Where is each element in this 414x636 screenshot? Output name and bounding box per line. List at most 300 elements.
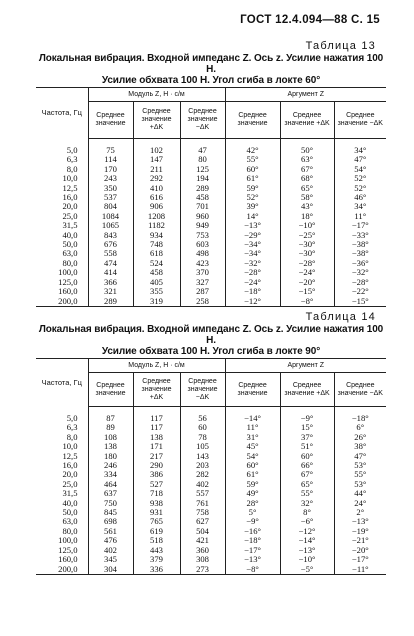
table-row: [36, 165, 386, 174]
frequency-cell: 16,0: [62, 460, 78, 471]
frequency-cell: 50,0: [62, 507, 78, 518]
argument-mean-cell: −18°: [225, 536, 280, 545]
modulus-mean-cell: 170: [88, 165, 133, 174]
table-row: [36, 174, 386, 183]
frequency-cell: 200,0: [36, 297, 88, 307]
argument-plus-cell: 43°: [280, 202, 334, 211]
table-row: [36, 536, 386, 545]
table-13: [36, 87, 386, 307]
argument-minus-cell: −11°: [334, 565, 386, 575]
table-row: [36, 240, 386, 249]
modulus-mean-cell: 289: [88, 297, 133, 307]
argument-minus-cell: −33°: [334, 231, 386, 240]
modulus-plus-cell: 765: [133, 517, 180, 526]
argument-mean-cell: −34°: [225, 240, 280, 249]
argument-mean-cell: 60°: [225, 461, 280, 470]
argument-minus-cell: −17°: [334, 555, 386, 564]
frequency-cell: 160,0: [58, 286, 78, 297]
modulus-plus-cell: 386: [133, 470, 180, 479]
modulus-minus-cell: 370: [180, 268, 225, 277]
modulus-plus-cell: 336: [133, 565, 180, 575]
modulus-mean-cell: 414: [88, 268, 133, 277]
modulus-plus-cell: 290: [133, 461, 180, 470]
table-row: [36, 555, 386, 564]
argument-mean-cell: −18°: [225, 287, 280, 296]
modulus-plus-cell: 217: [133, 452, 180, 461]
modulus-plus-cell: 171: [133, 442, 180, 451]
modulus-plus-cell: 619: [133, 527, 180, 536]
modulus-plus-cell: 718: [133, 489, 180, 498]
argument-mean-cell: 31°: [225, 433, 280, 442]
frequency-cell: 20,0: [62, 469, 78, 480]
frequency-cell: 12,5: [62, 450, 78, 461]
table-row: [36, 433, 386, 442]
argument-group-header: Аргумент Z: [225, 88, 386, 102]
modulus-minus-cell: 701: [180, 202, 225, 211]
argument-minus-cell: −15°: [334, 297, 386, 307]
argument-plus-cell: −28°: [280, 259, 334, 268]
argument-mean-cell: 55°: [225, 155, 280, 164]
argument-plus-cell: −6°: [280, 517, 334, 526]
modulus-mean-cell: 561: [88, 527, 133, 536]
argument-plus-cell: −10°: [280, 221, 334, 230]
table-14: [36, 358, 386, 575]
argument-mean-cell: −28°: [225, 268, 280, 277]
modulus-mean-cell: 334: [88, 470, 133, 479]
argument-plus-cell: −10°: [280, 555, 334, 564]
table-row: [36, 259, 386, 268]
argument-plus-cell: 65°: [280, 184, 334, 193]
frequency-cell: 160,0: [58, 554, 78, 565]
modulus-plus-cell: 379: [133, 555, 180, 564]
argument-mean-cell: 60°: [225, 165, 280, 174]
argument-plus-header: Среднее значение +ΔK: [280, 373, 334, 407]
argument-minus-cell: 38°: [334, 442, 386, 451]
argument-plus-cell: 58°: [280, 193, 334, 202]
modulus-plus-cell: 211: [133, 165, 180, 174]
argument-minus-cell: 44°: [334, 489, 386, 498]
modulus-plus-cell: 443: [133, 546, 180, 555]
modulus-minus-cell: 753: [180, 231, 225, 240]
argument-minus-header: Среднее значение −ΔK: [334, 102, 386, 139]
argument-mean-cell: 45°: [225, 442, 280, 451]
modulus-mean-cell: 246: [88, 461, 133, 470]
modulus-minus-cell: 60: [180, 423, 225, 432]
frequency-cell: 125,0: [58, 276, 78, 287]
modulus-mean-cell: 87: [88, 407, 133, 424]
argument-plus-cell: −30°: [280, 240, 334, 249]
argument-mean-cell: 5°: [225, 508, 280, 517]
frequency-header: Частота, Гц: [36, 359, 88, 407]
modulus-plus-cell: 1182: [133, 221, 180, 230]
table-row: [36, 139, 386, 156]
argument-plus-cell: 51°: [280, 442, 334, 451]
argument-minus-cell: 34°: [334, 139, 386, 156]
argument-plus-cell: 67°: [280, 165, 334, 174]
table-row: [36, 193, 386, 202]
argument-minus-cell: −22°: [334, 287, 386, 296]
argument-mean-cell: 59°: [225, 184, 280, 193]
table-row: [36, 297, 386, 307]
table-row: [36, 221, 386, 230]
frequency-cell: 100,0: [58, 535, 78, 546]
argument-plus-cell: 63°: [280, 155, 334, 164]
frequency-cell: 80,0: [62, 525, 78, 536]
frequency-cell: 5,0: [66, 412, 78, 423]
frequency-cell: 5,0: [66, 144, 78, 155]
argument-mean-cell: −17°: [225, 546, 280, 555]
argument-mean-header: Среднее значение: [225, 102, 280, 139]
argument-minus-cell: 34°: [334, 202, 386, 211]
modulus-minus-cell: 949: [180, 221, 225, 230]
modulus-plus-cell: 138: [133, 433, 180, 442]
modulus-plus-header: Среднее значение +ΔK: [133, 102, 180, 139]
table-row: [36, 278, 386, 287]
argument-minus-cell: 6°: [334, 423, 386, 432]
modulus-mean-cell: 108: [88, 433, 133, 442]
modulus-minus-cell: 603: [180, 240, 225, 249]
modulus-minus-header: Среднее значение −ΔK: [180, 373, 225, 407]
argument-mean-cell: −14°: [225, 407, 280, 424]
modulus-mean-cell: 180: [88, 452, 133, 461]
modulus-minus-cell: 360: [180, 546, 225, 555]
frequency-cell: 8,0: [66, 431, 78, 442]
table-row: [36, 565, 386, 575]
frequency-cell: 31,5: [62, 220, 78, 231]
table-row: [36, 202, 386, 211]
argument-plus-cell: 18°: [280, 212, 334, 221]
argument-plus-cell: 65°: [280, 480, 334, 489]
table-14-label: Таблица 14: [305, 311, 376, 323]
argument-minus-cell: −20°: [334, 546, 386, 555]
frequency-cell: 10,0: [62, 173, 78, 184]
argument-minus-cell: −28°: [334, 278, 386, 287]
modulus-minus-cell: 627: [180, 517, 225, 526]
argument-mean-cell: −32°: [225, 259, 280, 268]
frequency-cell: 25,0: [62, 478, 78, 489]
argument-mean-cell: −13°: [225, 221, 280, 230]
modulus-plus-cell: 102: [133, 139, 180, 156]
argument-minus-cell: 53°: [334, 480, 386, 489]
modulus-mean-cell: 845: [88, 508, 133, 517]
modulus-plus-cell: 527: [133, 480, 180, 489]
argument-minus-cell: −36°: [334, 259, 386, 268]
frequency-cell: 31,5: [62, 488, 78, 499]
argument-minus-cell: 46°: [334, 193, 386, 202]
modulus-mean-cell: 366: [88, 278, 133, 287]
frequency-cell: 6,3: [66, 154, 78, 165]
modulus-plus-cell: 355: [133, 287, 180, 296]
table-row: [36, 442, 386, 451]
argument-mean-cell: 54°: [225, 452, 280, 461]
modulus-minus-cell: 47: [180, 139, 225, 156]
modulus-plus-cell: 518: [133, 536, 180, 545]
modulus-mean-cell: 243: [88, 174, 133, 183]
argument-minus-cell: 26°: [334, 433, 386, 442]
modulus-minus-cell: 273: [180, 565, 225, 575]
table-14-caption: [36, 324, 386, 357]
modulus-mean-cell: 114: [88, 155, 133, 164]
modulus-minus-cell: 78: [180, 433, 225, 442]
modulus-mean-cell: 474: [88, 259, 133, 268]
table-row: [36, 407, 386, 424]
frequency-cell: 25,0: [62, 210, 78, 221]
argument-plus-cell: −30°: [280, 249, 334, 258]
argument-mean-cell: −9°: [225, 517, 280, 526]
argument-plus-cell: 66°: [280, 461, 334, 470]
modulus-minus-cell: 143: [180, 452, 225, 461]
table-row: [36, 268, 386, 277]
argument-minus-cell: 11°: [334, 212, 386, 221]
argument-minus-cell: −19°: [334, 527, 386, 536]
modulus-plus-cell: 117: [133, 407, 180, 424]
modulus-mean-header: Среднее значение: [88, 373, 133, 407]
modulus-minus-cell: 327: [180, 278, 225, 287]
modulus-minus-cell: 289: [180, 184, 225, 193]
caption-line: Локальная вибрация. Входной импеданс Z. Ось z. Усилие нажатия 100 Н.: [38, 53, 384, 75]
table-row: [36, 470, 386, 479]
argument-mean-cell: 61°: [225, 174, 280, 183]
frequency-cell: 50,0: [62, 239, 78, 250]
modulus-plus-cell: 524: [133, 259, 180, 268]
modulus-plus-cell: 117: [133, 423, 180, 432]
modulus-minus-cell: 105: [180, 442, 225, 451]
table-row: [36, 527, 386, 536]
table-row: [36, 155, 386, 164]
modulus-mean-cell: 138: [88, 442, 133, 451]
argument-minus-cell: −21°: [334, 536, 386, 545]
caption-line: Усилие обхвата 100 Н. Угол сгиба в локте 60°: [101, 75, 321, 86]
modulus-mean-cell: 350: [88, 184, 133, 193]
modulus-plus-cell: 748: [133, 240, 180, 249]
table-row: [36, 546, 386, 555]
frequency-header: Частота, Гц: [36, 88, 88, 139]
modulus-plus-cell: 147: [133, 155, 180, 164]
modulus-plus-cell: 410: [133, 184, 180, 193]
table-row: [36, 184, 386, 193]
argument-mean-cell: −34°: [225, 249, 280, 258]
modulus-mean-cell: 843: [88, 231, 133, 240]
argument-plus-header: Среднее значение +ΔK: [280, 102, 334, 139]
frequency-cell: 125,0: [58, 544, 78, 555]
modulus-minus-cell: 960: [180, 212, 225, 221]
frequency-cell: 63,0: [62, 248, 78, 259]
modulus-mean-cell: 804: [88, 202, 133, 211]
argument-minus-cell: 52°: [334, 174, 386, 183]
frequency-cell: 20,0: [62, 201, 78, 212]
argument-mean-header: Среднее значение: [225, 373, 280, 407]
caption-line: Локальная вибрация. Входной импеданс Z. Ось z. Усилие нажатия 100 Н.: [38, 324, 384, 346]
table-row: [36, 452, 386, 461]
modulus-minus-cell: 758: [180, 508, 225, 517]
modulus-plus-cell: 616: [133, 193, 180, 202]
frequency-cell: 12,5: [62, 182, 78, 193]
argument-mean-cell: −8°: [225, 565, 280, 575]
modulus-minus-cell: 56: [180, 407, 225, 424]
argument-mean-cell: 42°: [225, 139, 280, 156]
modulus-mean-header: Среднее значение: [88, 102, 133, 139]
argument-plus-cell: −13°: [280, 546, 334, 555]
argument-minus-cell: −38°: [334, 249, 386, 258]
frequency-cell: 100,0: [58, 267, 78, 278]
argument-plus-cell: −15°: [280, 287, 334, 296]
modulus-minus-cell: 423: [180, 259, 225, 268]
modulus-group-header: Модуль Z, Н · с/м: [88, 359, 225, 373]
table-row: [36, 508, 386, 517]
argument-plus-cell: 15°: [280, 423, 334, 432]
argument-minus-cell: −13°: [334, 517, 386, 526]
argument-mean-cell: −12°: [225, 297, 280, 307]
argument-plus-cell: 60°: [280, 452, 334, 461]
argument-mean-cell: 52°: [225, 193, 280, 202]
frequency-cell: 200,0: [36, 565, 88, 575]
modulus-mean-cell: 476: [88, 536, 133, 545]
modulus-plus-header: Среднее значение +ΔK: [133, 373, 180, 407]
modulus-mean-cell: 89: [88, 423, 133, 432]
argument-plus-cell: 50°: [280, 139, 334, 156]
table-row: [36, 231, 386, 240]
argument-group-header: Аргумент Z: [225, 359, 386, 373]
argument-minus-cell: 24°: [334, 499, 386, 508]
frequency-cell: 16,0: [62, 192, 78, 203]
frequency-cell: 40,0: [62, 229, 78, 240]
frequency-cell: 10,0: [62, 441, 78, 452]
argument-plus-cell: −9°: [280, 407, 334, 424]
modulus-minus-cell: 203: [180, 461, 225, 470]
argument-mean-cell: 14°: [225, 212, 280, 221]
argument-minus-cell: 2°: [334, 508, 386, 517]
table-row: [36, 489, 386, 498]
argument-minus-cell: 52°: [334, 184, 386, 193]
modulus-mean-cell: 402: [88, 546, 133, 555]
modulus-minus-cell: 282: [180, 470, 225, 479]
modulus-mean-cell: 558: [88, 249, 133, 258]
modulus-group-header: Модуль Z, Н · с/м: [88, 88, 225, 102]
modulus-mean-cell: 750: [88, 499, 133, 508]
argument-mean-cell: 61°: [225, 470, 280, 479]
page-header: ГОСТ 12.4.094—88 С. 15: [240, 14, 380, 26]
argument-mean-cell: 39°: [225, 202, 280, 211]
modulus-plus-cell: 319: [133, 297, 180, 307]
argument-mean-cell: −16°: [225, 527, 280, 536]
argument-minus-cell: 53°: [334, 461, 386, 470]
table-row: [36, 212, 386, 221]
frequency-cell: 63,0: [62, 516, 78, 527]
modulus-minus-cell: 287: [180, 287, 225, 296]
modulus-plus-cell: 934: [133, 231, 180, 240]
frequency-cell: 40,0: [62, 497, 78, 508]
argument-plus-cell: −25°: [280, 231, 334, 240]
modulus-mean-cell: 676: [88, 240, 133, 249]
modulus-plus-cell: 618: [133, 249, 180, 258]
argument-mean-cell: −24°: [225, 278, 280, 287]
argument-minus-cell: 54°: [334, 165, 386, 174]
modulus-mean-cell: 345: [88, 555, 133, 564]
modulus-minus-cell: 458: [180, 193, 225, 202]
modulus-minus-header: Среднее значение −ΔK: [180, 102, 225, 139]
argument-minus-cell: 55°: [334, 470, 386, 479]
modulus-plus-cell: 292: [133, 174, 180, 183]
argument-mean-cell: −13°: [225, 555, 280, 564]
argument-plus-cell: −12°: [280, 527, 334, 536]
table-row: [36, 287, 386, 296]
table-row: [36, 480, 386, 489]
modulus-minus-cell: 504: [180, 527, 225, 536]
argument-plus-cell: 67°: [280, 470, 334, 479]
argument-plus-cell: −20°: [280, 278, 334, 287]
modulus-mean-cell: 321: [88, 287, 133, 296]
modulus-mean-cell: 75: [88, 139, 133, 156]
argument-plus-cell: −8°: [280, 297, 334, 307]
argument-plus-cell: −24°: [280, 268, 334, 277]
modulus-minus-cell: 761: [180, 499, 225, 508]
table-row: [36, 499, 386, 508]
modulus-plus-cell: 1208: [133, 212, 180, 221]
table-row: [36, 517, 386, 526]
modulus-minus-cell: 194: [180, 174, 225, 183]
modulus-mean-cell: 698: [88, 517, 133, 526]
argument-minus-cell: −18°: [334, 407, 386, 424]
modulus-minus-cell: 557: [180, 489, 225, 498]
modulus-minus-cell: 125: [180, 165, 225, 174]
modulus-plus-cell: 906: [133, 202, 180, 211]
modulus-mean-cell: 304: [88, 565, 133, 575]
argument-mean-cell: 59°: [225, 480, 280, 489]
argument-plus-cell: 8°: [280, 508, 334, 517]
table-row: [36, 249, 386, 258]
modulus-minus-cell: 80: [180, 155, 225, 164]
table-row: [36, 423, 386, 432]
modulus-minus-cell: 498: [180, 249, 225, 258]
argument-minus-cell: 47°: [334, 452, 386, 461]
modulus-plus-cell: 405: [133, 278, 180, 287]
modulus-plus-cell: 458: [133, 268, 180, 277]
modulus-mean-cell: 537: [88, 193, 133, 202]
table-13-label: Таблица 13: [305, 40, 376, 52]
modulus-mean-cell: 637: [88, 489, 133, 498]
argument-plus-cell: −5°: [280, 565, 334, 575]
argument-minus-cell: 47°: [334, 155, 386, 164]
argument-plus-cell: 32°: [280, 499, 334, 508]
frequency-cell: 8,0: [66, 163, 78, 174]
modulus-mean-cell: 1084: [88, 212, 133, 221]
frequency-cell: 80,0: [62, 257, 78, 268]
frequency-cell: 6,3: [66, 422, 78, 433]
argument-plus-cell: 37°: [280, 433, 334, 442]
modulus-mean-cell: 464: [88, 480, 133, 489]
table-row: [36, 461, 386, 470]
argument-minus-cell: −17°: [334, 221, 386, 230]
argument-plus-cell: 55°: [280, 489, 334, 498]
argument-mean-cell: 11°: [225, 423, 280, 432]
caption-line: Усилие обхвата 100 Н. Угол сгиба в локте 90°: [101, 346, 321, 357]
argument-minus-header: Среднее значение −ΔK: [334, 373, 386, 407]
modulus-minus-cell: 258: [180, 297, 225, 307]
table-13-caption: [36, 53, 386, 86]
argument-mean-cell: −29°: [225, 231, 280, 240]
modulus-plus-cell: 931: [133, 508, 180, 517]
modulus-plus-cell: 938: [133, 499, 180, 508]
argument-mean-cell: 49°: [225, 489, 280, 498]
argument-plus-cell: 68°: [280, 174, 334, 183]
argument-minus-cell: −32°: [334, 268, 386, 277]
modulus-minus-cell: 421: [180, 536, 225, 545]
modulus-minus-cell: 402: [180, 480, 225, 489]
argument-mean-cell: 28°: [225, 499, 280, 508]
argument-plus-cell: −14°: [280, 536, 334, 545]
argument-minus-cell: −38°: [334, 240, 386, 249]
modulus-mean-cell: 1065: [88, 221, 133, 230]
